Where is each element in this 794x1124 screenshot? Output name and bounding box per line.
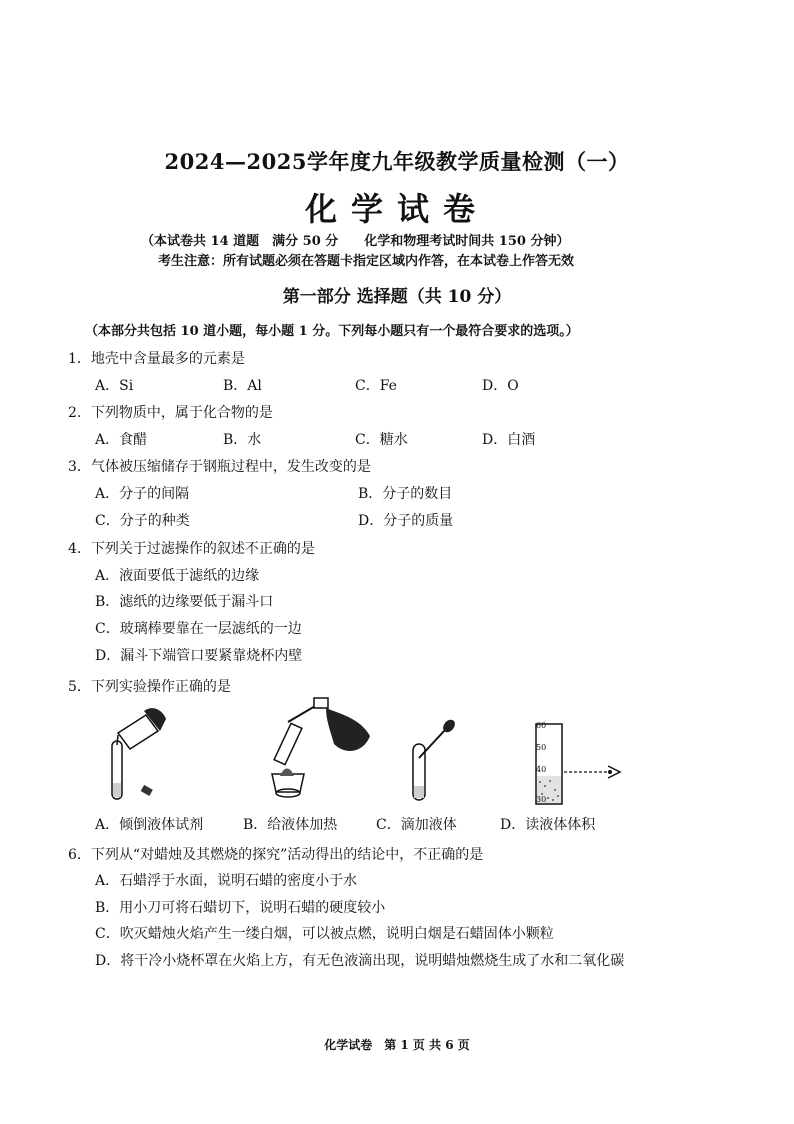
question-4-option-a: A．液面要低于滤纸的边缘 [95, 568, 260, 584]
part-title: 第一部分 选择题（共 10 分） [282, 287, 512, 307]
question-1-stem: 1．地壳中含量最多的元素是 [68, 351, 245, 367]
question-3-option-a: A．分子的间隔 [95, 486, 190, 502]
question-3-option-b: B．分子的数目 [358, 486, 453, 502]
question-4-option-b: B．滤纸的边缘要低于漏斗口 [95, 594, 274, 610]
question-2-option-c: C．糖水 [355, 432, 408, 448]
page-footer: 化学试卷 第 1 页 共 6 页 [324, 1038, 470, 1052]
subject-title: 化学试卷 [304, 190, 489, 228]
pouring-liquid-figure [100, 705, 170, 805]
question-4-option-c: C．玻璃棒要靠在一层滤纸的一边 [95, 621, 302, 637]
cylinder-tick-60: 60 [536, 721, 547, 730]
question-3-option-c: C．分子的种类 [95, 513, 190, 529]
exam-title: 2024—2025学年度九年级教学质量检测（一） [164, 149, 630, 174]
question-6-option-d: D．将干冷小烧杯罩在火焰上方，有无色液滴出现，说明蜡烛燃烧生成了水和二氧化碳 [95, 953, 625, 969]
question-5-option-a: A．倾倒液体试剂 [95, 817, 204, 833]
question-4-stem: 4．下列关于过滤操作的叙述不正确的是 [68, 541, 315, 557]
question-5-option-d: D．读液体体积 [500, 817, 596, 833]
question-1-option-a: A．Si [95, 378, 134, 394]
question-5-option-c: C．滴加液体 [376, 817, 457, 833]
cylinder-tick-30: 30 [536, 795, 547, 804]
cylinder-tick-40: 40 [536, 765, 547, 774]
question-2-option-d: D．白酒 [482, 432, 536, 448]
question-2-option-a: A．食醋 [95, 432, 148, 448]
question-5-stem: 5．下列实验操作正确的是 [68, 679, 231, 695]
question-5-option-b: B．给液体加热 [243, 817, 338, 833]
exam-info: （本试卷共 14 道题 满分 50 分 化学和物理考试时间共 150 分钟） [141, 234, 570, 249]
dropping-liquid-figure [405, 718, 465, 804]
question-1-option-c: C．Fe [355, 378, 397, 394]
question-6-stem: 6．下列从“对蜡烛及其燃烧的探究”活动得出的结论中，不正确的是 [68, 847, 484, 863]
question-2-option-b: B．水 [223, 432, 262, 448]
question-1-option-b: B．Al [223, 378, 262, 394]
question-1-option-d: D．O [482, 378, 519, 394]
question-6-option-c: C．吹灭蜡烛火焰产生一缕白烟，可以被点燃，说明白烟是石蜡固体小颗粒 [95, 926, 554, 942]
question-2-stem: 2．下列物质中，属于化合物的是 [68, 405, 273, 421]
question-3-stem: 3．气体被压缩储存于钢瓶过程中，发生改变的是 [68, 459, 371, 475]
question-6-option-b: B．用小刀可将石蜡切下，说明石蜡的硬度较小 [95, 900, 386, 916]
question-3-option-d: D．分子的质量 [358, 513, 454, 529]
heating-liquid-figure [260, 696, 385, 804]
part-note: （本部分共包括 10 道小题，每小题 1 分。下列每小题只有一个最符合要求的选项。） [85, 324, 579, 339]
question-6-option-a: A．石蜡浮于水面，说明石蜡的密度小于水 [95, 873, 358, 889]
question-4-option-d: D．漏斗下端管口要紧靠烧杯内壁 [95, 648, 303, 664]
cylinder-tick-50: 50 [536, 743, 547, 752]
candidate-notice: 考生注意：所有试题必须在答题卡指定区域内作答，在本试卷上作答无效 [158, 254, 575, 269]
